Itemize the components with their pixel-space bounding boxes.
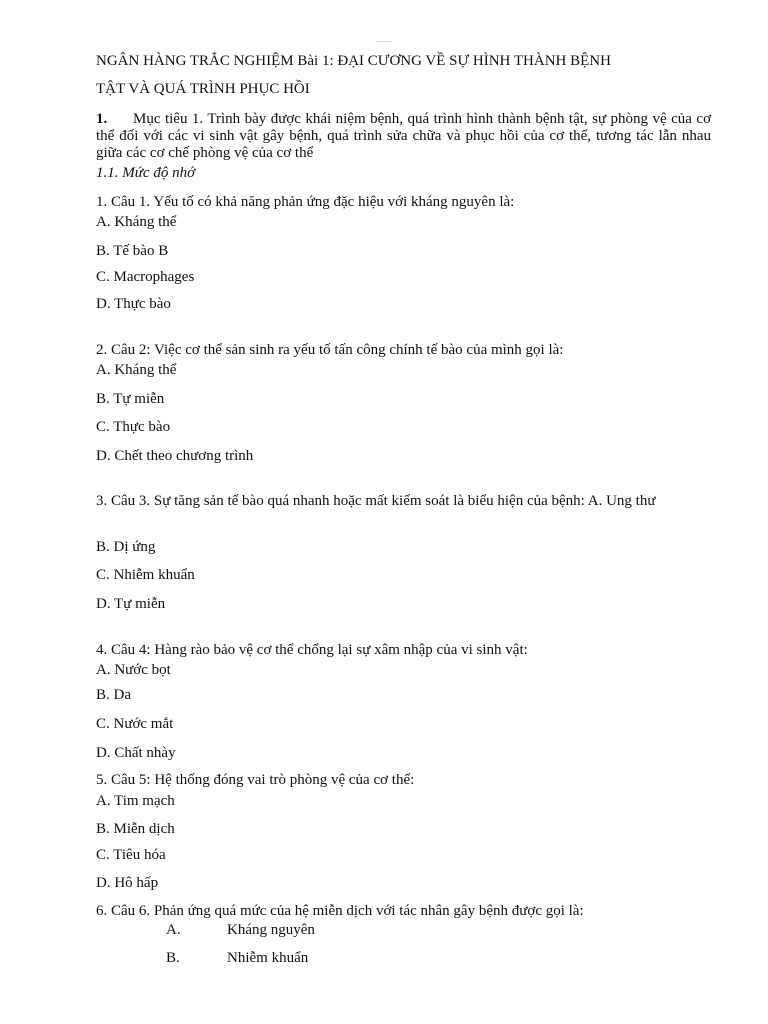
- section-heading: 1.1. Mức độ nhớ: [96, 165, 196, 181]
- question-5-option-d: D. Hô hấp: [96, 875, 159, 891]
- question-3-option-d: D. Tự miễn: [96, 596, 166, 612]
- option-letter: A.: [166, 922, 181, 938]
- question-2: 2. Câu 2: Việc cơ thể sản sinh ra yếu tố tấn công chính tế bào của mình gọi là:: [96, 342, 564, 358]
- question-2-option-b: B. Tự miễn: [96, 391, 165, 407]
- title-line-1: NGÂN HÀNG TRẮC NGHIỆM Bài 1: ĐẠI CƯƠNG VỀ SỰ HÌNH THÀNH BỆNH: [96, 53, 611, 69]
- question-1-option-b: B. Tế bào B: [96, 243, 169, 259]
- question-2-option-c: C. Thực bào: [96, 419, 171, 435]
- objective-text: Mục tiêu 1. Trình bày được khái niệm bệnh, quá trình hình thành bệnh tật, sự phòng vệ của cơ thể đối với các vi sinh vật gây bệnh, quá trình sửa chữa và phục hồi của cơ thể, tương tác lẫn nhau giữa các cơ chế phòng vệ của cơ thể: [96, 111, 711, 161]
- objective-number: 1.: [96, 111, 108, 127]
- question-4: 4. Câu 4: Hàng rào bảo vệ cơ thể chống lại sự xâm nhập của vi sinh vật:: [96, 642, 528, 658]
- question-1-option-a: A. Kháng thể: [96, 214, 177, 230]
- question-6: 6. Câu 6. Phản ứng quá mức của hệ miễn dịch với tác nhân gây bệnh được gọi là:: [96, 903, 584, 919]
- question-2-option-d: D. Chết theo chương trình: [96, 448, 254, 464]
- question-1: 1. Câu 1. Yếu tố có khả năng phản ứng đặc hiệu với kháng nguyên là:: [96, 194, 515, 210]
- question-5-option-c: C. Tiêu hóa: [96, 847, 166, 863]
- question-5-option-a: A. Tim mạch: [96, 793, 175, 809]
- question-1-option-c: C. Macrophages: [96, 269, 195, 285]
- objective-paragraph: [96, 111, 711, 162]
- question-3-option-c: C. Nhiễm khuẩn: [96, 567, 195, 583]
- question-4-option-b: B. Da: [96, 687, 131, 703]
- question-5: 5. Câu 5: Hệ thống đóng vai trò phòng vệ của cơ thể:: [96, 772, 415, 788]
- title-line-2: TẬT VÀ QUÁ TRÌNH PHỤC HỒI: [96, 81, 310, 97]
- page-top-mark: [376, 41, 392, 42]
- option-text: Nhiễm khuẩn: [227, 950, 309, 966]
- question-3: 3. Câu 3. Sự tăng sản tế bào quá nhanh hoặc mất kiểm soát là biểu hiện của bệnh: A. Ung thư: [96, 493, 656, 509]
- question-2-option-a: A. Kháng thể: [96, 362, 177, 378]
- option-letter: B.: [166, 950, 180, 966]
- question-4-option-d: D. Chất nhày: [96, 745, 176, 761]
- question-4-option-a: A. Nước bọt: [96, 662, 171, 678]
- question-1-option-d: D. Thực bào: [96, 296, 171, 312]
- question-6-option-a: [166, 922, 315, 939]
- question-5-option-b: B. Miễn dịch: [96, 821, 175, 837]
- question-3-option-b: B. Dị ứng: [96, 539, 156, 555]
- question-4-option-c: C. Nước mắt: [96, 716, 174, 732]
- option-text: Kháng nguyên: [227, 922, 315, 938]
- question-6-option-b: [166, 950, 308, 967]
